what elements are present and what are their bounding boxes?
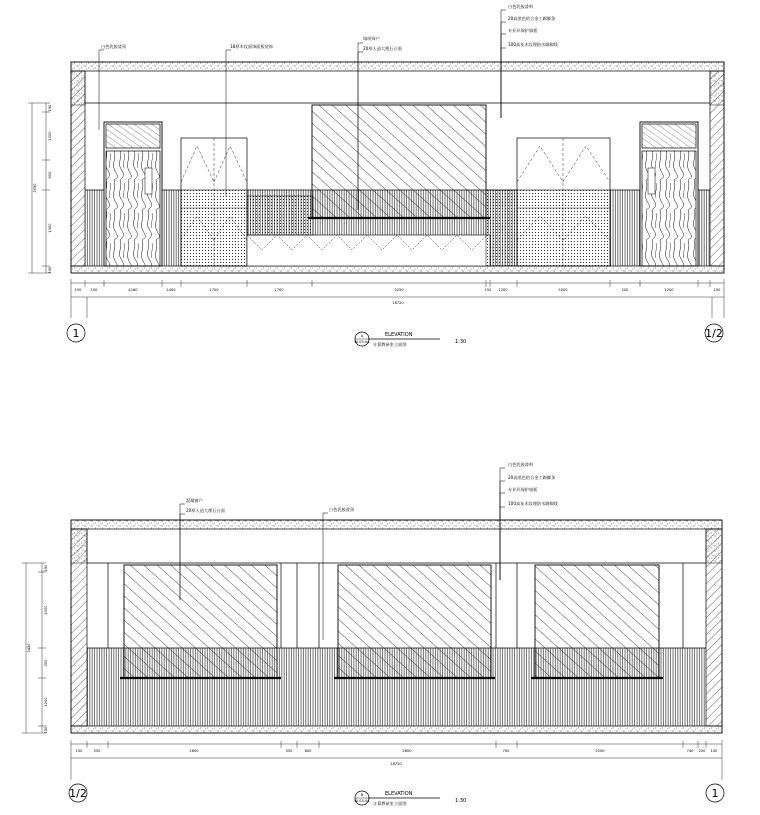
left-door-transom-a xyxy=(106,124,160,148)
dimension-text: 150 xyxy=(44,564,48,572)
dimension-text: 1400 xyxy=(166,288,176,292)
dimension-text: 150 xyxy=(710,749,718,753)
dimension-text: 150 xyxy=(74,288,82,292)
left-dims-b xyxy=(22,563,46,733)
dimension-text: 1200 xyxy=(498,288,508,292)
overall-height-dimension: 3450 xyxy=(27,643,31,653)
dimension-text: 1000 xyxy=(48,131,52,141)
callout-label: 白色乳胶漆顶 xyxy=(101,44,127,49)
dimension-text: 150 xyxy=(48,104,52,112)
dimension-text: 2600 xyxy=(402,749,412,753)
overall-height-dimension: 3050 xyxy=(33,183,37,193)
callout-label: 白色乳胶漆顶 xyxy=(329,507,355,512)
floor-slab-a xyxy=(71,266,724,273)
drawing-title: ELEVATION xyxy=(385,791,413,797)
dimension-text: 2600 xyxy=(189,749,199,753)
door-handle-icon xyxy=(145,168,152,194)
callout-label: 100高灰木纹理防水踢脚线 xyxy=(508,42,558,47)
drawing-subtitle: 计算教研室立面图 xyxy=(373,342,407,347)
dimension-text: 1700 xyxy=(209,288,219,292)
grid-label-start: 1/2 xyxy=(69,787,87,800)
drawing-scale: 1:30 xyxy=(455,339,467,345)
grid-label-end: 1/2 xyxy=(705,327,723,340)
callout-label: 专业环保护墙板 xyxy=(508,28,538,33)
dimension-text: 1700 xyxy=(274,288,284,292)
dimension-text: 300 xyxy=(44,659,48,667)
callout-label: 白色乳胶漆料 xyxy=(508,4,534,9)
elevation-a xyxy=(28,62,724,346)
callout-label: 专业环保护墙板 xyxy=(508,487,538,492)
dimension-text: 3250 xyxy=(394,288,404,292)
ceiling-slab-a xyxy=(71,62,724,71)
callout-label: 20厚人造大理石台面 xyxy=(186,508,225,513)
dimension-text: 150 xyxy=(75,749,83,753)
sheet-ref: W-03-04 xyxy=(354,340,370,344)
callout-label: 20高黑色铝合金工踢脚条 xyxy=(508,16,556,21)
dimension-text: 1200 xyxy=(44,697,48,707)
callout-label: 18厚木纹面饰面板装饰 xyxy=(230,44,274,49)
left-dims-a xyxy=(28,103,50,273)
overall-dimension: 16720 xyxy=(392,301,404,305)
drawing-subtitle: 计算教研室立面图 xyxy=(373,801,407,806)
elevation-b xyxy=(22,520,724,805)
callout-label: 20高黑色铝合金工踢脚条 xyxy=(508,475,556,480)
grid-label-end: 1 xyxy=(711,787,719,800)
ceiling-slab-b xyxy=(71,520,722,529)
bottom-dims-b xyxy=(71,740,722,780)
callout-label: 白色乳胶漆料 xyxy=(508,462,534,467)
dimension-text: 1000 xyxy=(44,605,48,615)
dimension-text: 5000 xyxy=(558,288,568,292)
bottom-dims-a xyxy=(71,279,724,318)
dimension-text: 550 xyxy=(93,749,101,753)
window-right-b xyxy=(535,565,659,678)
dimension-text: 200 xyxy=(621,288,629,292)
dimension-text: 2200 xyxy=(595,749,605,753)
overall-dimension: 16720 xyxy=(390,762,402,766)
right-cabinet-a xyxy=(517,138,610,266)
section-mark: B xyxy=(360,793,364,797)
floor-slab-b xyxy=(71,726,722,733)
dimension-text: 100 xyxy=(90,288,98,292)
dimension-text: 150 xyxy=(713,288,721,292)
callout-label: 墙纸饰户 xyxy=(363,36,380,41)
dimension-text: 150 xyxy=(48,266,52,274)
center-window-a xyxy=(312,105,486,218)
window-middle-b xyxy=(338,565,491,678)
dimension-text: 740 xyxy=(686,749,694,753)
dimension-text: 150 xyxy=(484,288,492,292)
section-mark: A xyxy=(360,334,364,338)
right-door-transom-a xyxy=(642,124,696,148)
callout-label: 混凝窗户 xyxy=(186,498,203,503)
dimension-text: 1300 xyxy=(48,223,52,233)
drawing-scale: 1:30 xyxy=(455,798,467,804)
dimension-text: 4160 xyxy=(128,288,138,292)
door-handle-icon xyxy=(648,168,655,194)
dimension-text: 550 xyxy=(285,749,293,753)
dimension-text: 150 xyxy=(44,726,48,734)
dimension-text: 1200 xyxy=(664,288,674,292)
callout-label: 20厚人造大理石台面 xyxy=(363,46,402,51)
left-cabinet-a xyxy=(181,138,247,266)
window-left-b xyxy=(124,565,277,678)
dimension-text: 200 xyxy=(698,749,706,753)
drawing-title: ELEVATION xyxy=(385,332,413,338)
grid-label-start: 1 xyxy=(72,327,80,340)
callout-label: 100高灰木纹理防水踢脚线 xyxy=(508,501,558,506)
dimension-text: 700 xyxy=(502,749,510,753)
sheet-ref: W-03-04 xyxy=(354,799,370,803)
dimension-text: 600 xyxy=(48,171,52,179)
dimension-text: 600 xyxy=(304,749,312,753)
